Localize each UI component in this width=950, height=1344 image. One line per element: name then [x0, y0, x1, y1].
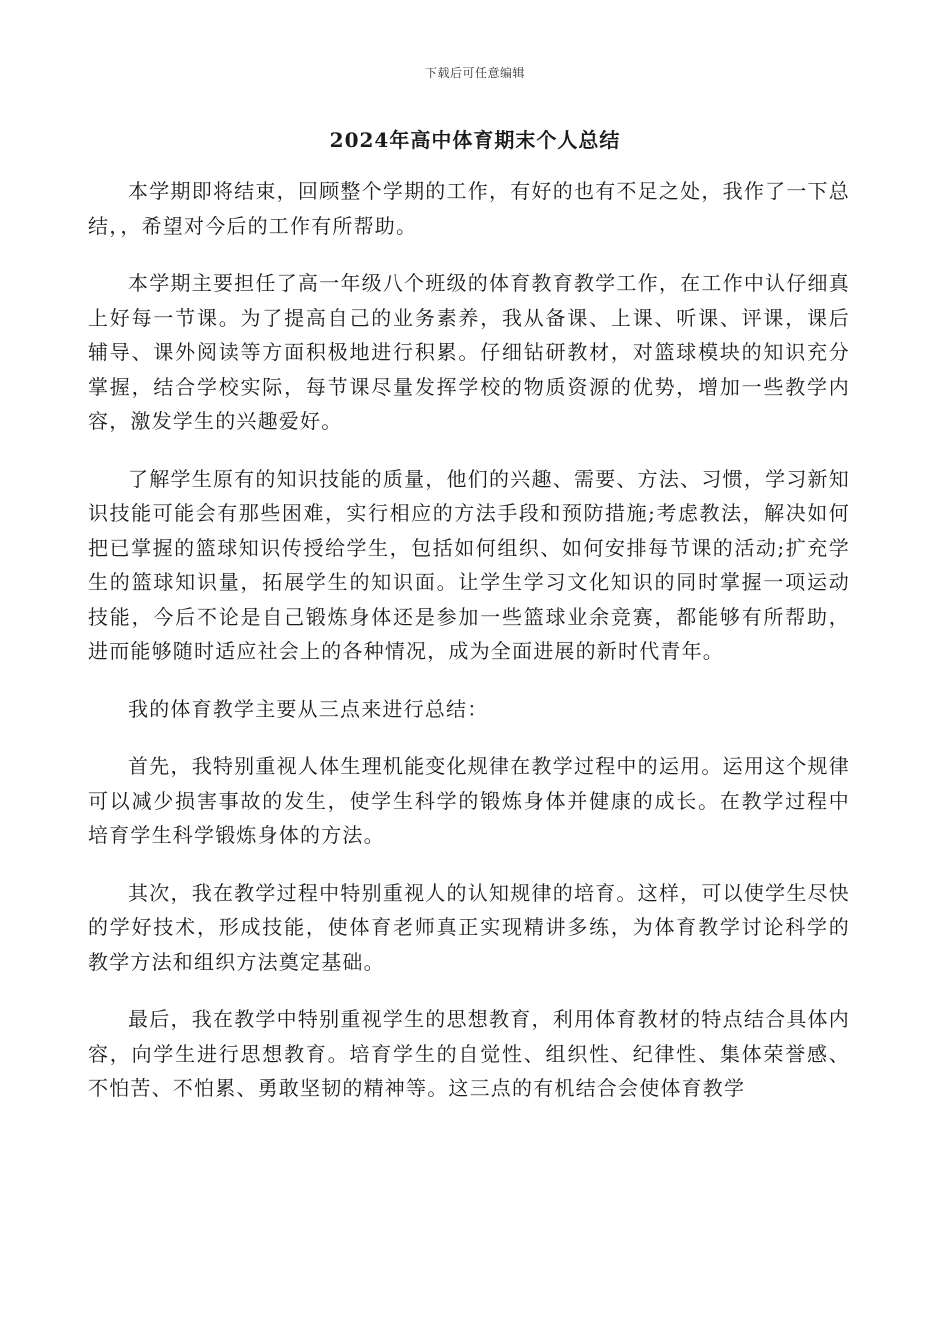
paragraph-3: 了解学生原有的知识技能的质量，他们的兴趣、需要、方法、习惯，学习新知识技能可能会有那些困难，实行相应的方法手段和预防措施;考虑教法，解决如何把已掌握的篮球知识传授给学生，包括如何组织、如何安排每节课的活动;扩充学生的篮球知识量，拓展学生的知识面。让学生学习文化知识的同时掌握一项运动技能，今后不论是自己锻炼身体还是参加一些篮球业余竞赛，都能够有所帮助，进而能够随时适应社会上的各种情况，成为全面进展的新时代青年。 [88, 466, 850, 663]
paragraph-1: 本学期即将结束，回顾整个学期的工作，有好的也有不足之处，我作了一下总结，，希望对今后的工作有所帮助。 [88, 179, 850, 238]
page-title: 2024年高中体育期末个人总结 [329, 128, 621, 152]
paragraph-6: 其次，我在教学过程中特别重视人的认知规律的培育。这样，可以使学生尽快的学好技术，形成技能，使体育老师真正实现精讲多练，为体育教学讨论科学的教学方法和组织方法奠定基础。 [88, 880, 850, 974]
paragraph-2: 本学期主要担任了高一年级八个班级的体育教育教学工作，在工作中认仔细真上好每一节课。为了提高自己的业务素养，我从备课、上课、听课、评课，课后辅导、课外阅读等方面积极地进行积累。仔细钻研教材，对篮球模块的知识充分掌握，结合学校实际，每节课尽量发挥学校的物质资源的优势，增加一些教学内容，激发学生的兴趣爱好。 [88, 271, 850, 433]
document-body [88, 174, 850, 1129]
paragraph-4: 我的体育教学主要从三点来进行总结： [128, 696, 489, 721]
paragraph-5: 首先，我特别重视人体生理机能变化规律在教学过程中的运用。运用这个规律可以减少损害事故的发生，使学生科学的锻炼身体并健康的成长。在教学过程中培育学生科学锻炼身体的方法。 [88, 754, 850, 847]
header-note: 下载后可任意编辑 [424, 66, 525, 80]
paragraph-7: 最后，我在教学中特别重视学生的思想教育，利用体育教材的特点结合具体内容，向学生进行思想教育。培育学生的自觉性、组织性、纪律性、集体荣誉感、不怕苦、不怕累、勇敢坚韧的精神等。这三点的有机结合会使体育教学 [88, 1007, 850, 1100]
